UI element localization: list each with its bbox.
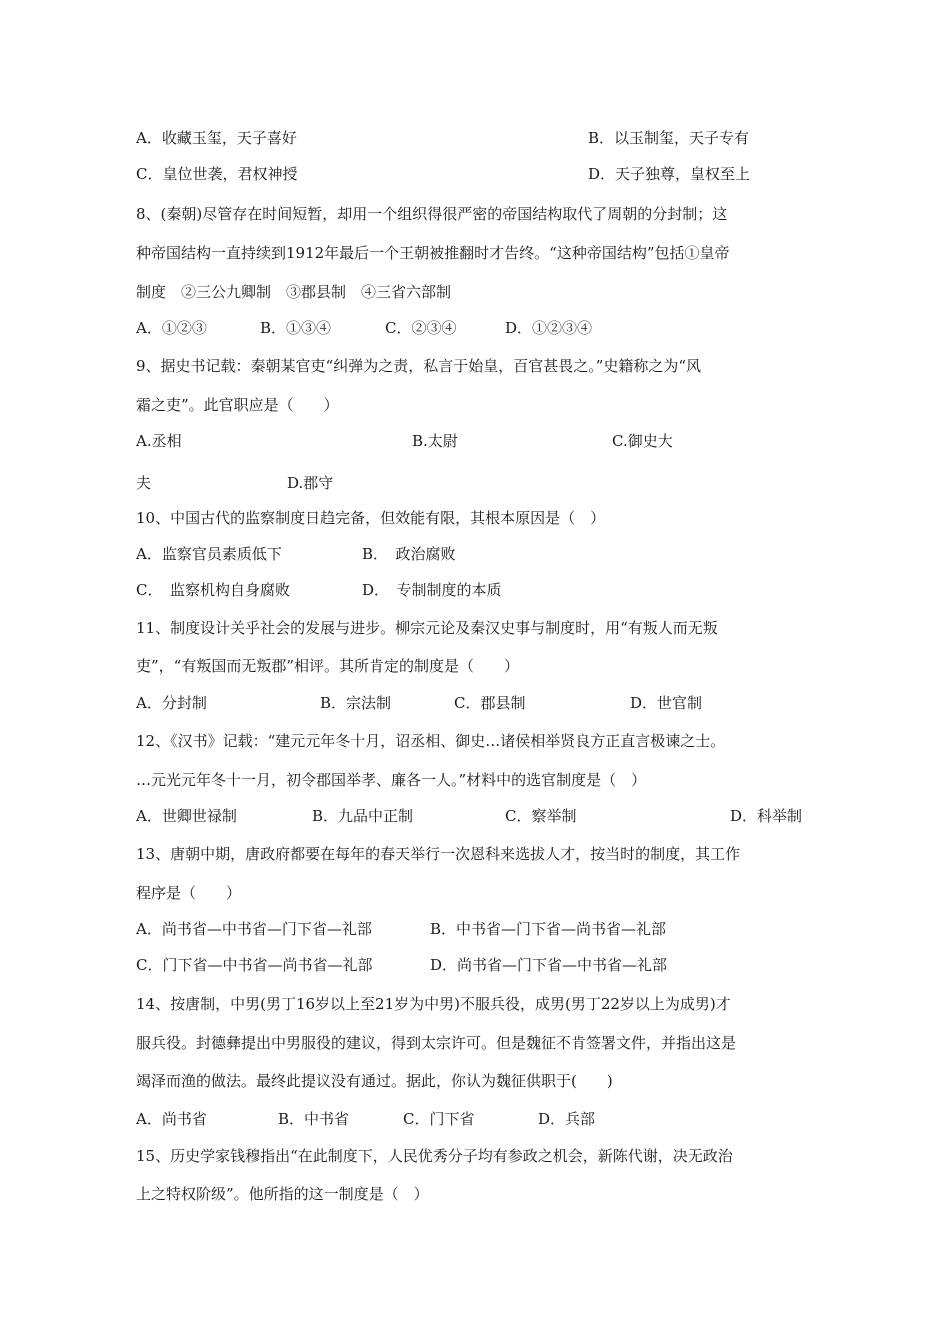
q14-stem-line2: 服兵役。封德彝提出中男服役的建议，得到太宗许可。但是魏征不肯签署文件，并指出这是: [136, 1034, 737, 1052]
q11-stem-line1: 11、制度设计关乎社会的发展与进步。柳宗元论及秦汉史事与制度时，用“有叛人而无叛: [136, 619, 718, 637]
q9-option-c-continued: 夫: [136, 474, 152, 492]
q10-option-a: A．监察官员素质低下: [136, 545, 282, 563]
q14-option-b: B．中书省: [278, 1110, 350, 1128]
q14-option-d: D．兵部: [538, 1110, 596, 1128]
q13-option-b: B．中书省—门下省—尚书省—礼部: [430, 920, 667, 938]
q12-stem-line2: …元光元年冬十一月，初令郡国举孝、廉各一人。”材料中的选官制度是（ ）: [136, 771, 647, 789]
q9-option-b: B.太尉: [412, 432, 458, 450]
q15-stem-line1: 15、历史学家钱穆指出“在此制度下，人民优秀分子均有参政之机会，新陈代谢，决无政治: [136, 1147, 733, 1165]
q8-option-b: B．①③④: [260, 319, 332, 337]
q14-option-a: A．尚书省: [136, 1110, 207, 1128]
q12-option-b: B．九品中正制: [312, 807, 414, 825]
q12-option-d: D．科举制: [730, 807, 803, 825]
q11-option-b: B．宗法制: [320, 694, 392, 712]
q15-stem-line2: 上之特权阶级”。他所指的这一制度是（ ）: [136, 1185, 429, 1203]
q11-option-c: C．郡县制: [454, 694, 526, 712]
q8-option-c: C．②③④: [385, 319, 457, 337]
q7-option-a: A．收藏玉玺，天子喜好: [136, 129, 297, 147]
q13-option-a: A．尚书省—中书省—门下省—礼部: [136, 920, 372, 938]
q9-option-a: A.丞相: [136, 432, 182, 450]
q13-option-c: C．门下省—中书省—尚书省—礼部: [136, 956, 373, 974]
q12-stem-line1: 12、《汉书》记载：“建元元年冬十月，诏丞相、御史…诸侯相举贤良方正直言极谏之士。: [136, 732, 726, 750]
q8-option-d: D．①②③④: [505, 319, 593, 337]
q14-stem-line3: 竭泽而渔的做法。最终此提议没有通过。据此，你认为魏征供职于( ): [136, 1072, 613, 1090]
q7-option-d: D．天子独尊，皇权至上: [588, 165, 751, 183]
q10-stem-line1: 10、中国古代的监察制度日趋完备，但效能有限，其根本原因是（ ）: [136, 509, 606, 527]
q8-stem-line3: 制度 ②三公九卿制 ③郡县制 ④三省六部制: [136, 283, 452, 301]
q9-stem-line2: 霜之吏”。此官职应是（ ）: [136, 396, 339, 414]
q13-stem-line2: 程序是（ ）: [136, 884, 242, 902]
q11-option-d: D．世官制: [630, 694, 703, 712]
q12-option-a: A．世卿世禄制: [136, 807, 237, 825]
q9-stem-line1: 9、据史书记载：秦朝某官吏“纠弹为之责，私言于始皇，百官甚畏之。”史籍称之为“风: [136, 357, 702, 375]
q8-stem-line2: 种帝国结构一直持续到1912年最后一个王朝被推翻时才告终。“这种帝国结构”包括①皇帝: [136, 244, 730, 262]
q7-option-b: B．以玉制玺，天子专有: [588, 129, 750, 147]
q14-option-c: C．门下省: [403, 1110, 475, 1128]
q14-stem-line1: 14、按唐制，中男(男丁16岁以上至21岁为中男)不服兵役，成男(男丁22岁以上为成男)才: [136, 995, 731, 1013]
q10-option-c: C． 监察机构自身腐败: [136, 581, 290, 599]
q11-option-a: A．分封制: [136, 694, 207, 712]
q9-option-c: C.御史大: [612, 432, 673, 450]
q12-option-c: C．察举制: [505, 807, 577, 825]
q13-stem-line1: 13、唐朝中期，唐政府都要在每年的春天举行一次恩科来选拔人才，按当时的制度，其工作: [136, 845, 741, 863]
q7-option-c: C．皇位世袭，君权神授: [136, 165, 298, 183]
q8-stem-line1: 8、(秦朝)尽管存在时间短暂，却用一个组织得很严密的帝国结构取代了周朝的分封制；这: [136, 205, 728, 223]
q13-option-d: D．尚书省—门下省—中书省—礼部: [430, 956, 668, 974]
q10-option-b: B． 政治腐败: [362, 545, 456, 563]
q9-option-d: D.郡守: [287, 474, 334, 492]
q8-option-a: A．①②③: [136, 319, 207, 337]
q11-stem-line2: 吏”，“有叛国而无叛郡”相评。其所肯定的制度是（ ）: [136, 657, 520, 675]
q10-option-d: D． 专制制度的本质: [362, 581, 502, 599]
